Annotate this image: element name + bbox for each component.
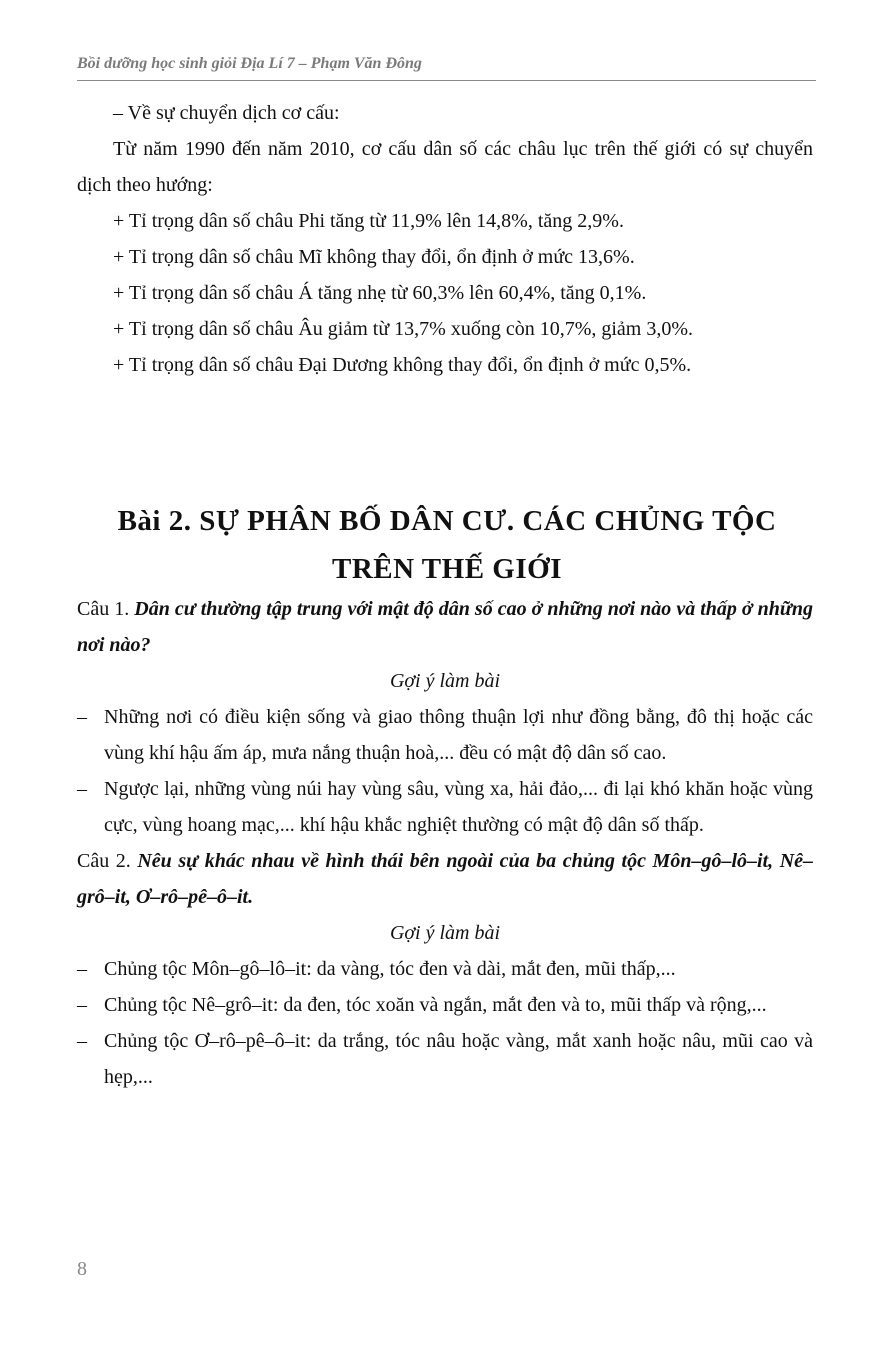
intro-item: + Tỉ trọng dân số châu Phi tăng từ 11,9% lên 14,8%, tăng 2,9%. — [113, 210, 624, 232]
hint-heading: Gợi ý làm bài — [389, 922, 501, 944]
question-2 — [77, 843, 813, 915]
questions-section — [77, 591, 813, 1095]
intro-paragraph: Từ năm 1990 đến năm 2010, cơ cấu dân số các châu lục trên thế giới có sự chuyển dịch theo hướng: — [77, 138, 813, 196]
running-header: Bồi dưỡng học sinh giỏi Địa Lí 7 – Phạm Văn Đông — [77, 55, 422, 72]
page-number: 8 — [77, 1258, 87, 1280]
answer-item: – Chủng tộc Ơ–rô–pê–ô–it: da trắng, tóc nâu hoặc vàng, mắt xanh hoặc nâu, mũi cao và hẹp,... — [77, 1030, 813, 1088]
intro-section — [77, 95, 813, 383]
answer-item: – Những nơi có điều kiện sống và giao thông thuận lợi như đồng bằng, đô thị hoặc các vùng khí hậu ấm áp, mưa nắng thuận hoà,... đều có mật độ dân số cao. — [77, 706, 813, 764]
lesson-title-line: Bài 2. SỰ PHÂN BỐ DÂN CƯ. CÁC CHỦNG TỘC — [117, 505, 777, 537]
lesson-title — [60, 497, 834, 593]
answer-item: – Ngược lại, những vùng núi hay vùng sâu, vùng xa, hải đảo,... đi lại khó khăn hoặc vùng cực, vùng hoang mạc,... khí hậu khắc nghiệt thường có mật độ dân số thấp. — [77, 778, 813, 836]
question-text: Dân cư thường tập trung với mật độ dân số cao ở những nơi nào và thấp ở những nơi nào? — [77, 598, 814, 656]
header-rule — [77, 80, 816, 81]
question-label: Câu 2. — [77, 850, 131, 872]
intro-item: + Tỉ trọng dân số châu Á tăng nhẹ từ 60,3% lên 60,4%, tăng 0,1%. — [113, 282, 647, 304]
intro-item: + Tỉ trọng dân số châu Mĩ không thay đổi, ổn định ở mức 13,6%. — [113, 246, 635, 268]
answer-item: – Chủng tộc Môn–gô–lô–it: da vàng, tóc đen và dài, mắt đen, mũi thấp,... — [77, 958, 676, 980]
question-text: Nêu sự khác nhau về hình thái bên ngoài của ba chủng tộc Môn–gô–lô–it, Nê–grô–it, Ơ–rô–pê–ô–it. — [77, 850, 814, 908]
intro-item: + Tỉ trọng dân số châu Âu giảm từ 13,7% xuống còn 10,7%, giảm 3,0%. — [113, 318, 693, 340]
answer-item: – Chủng tộc Nê–grô–it: da đen, tóc xoăn và ngắn, mắt đen và to, mũi thấp và rộng,... — [77, 994, 767, 1016]
question-label: Câu 1. — [77, 598, 130, 620]
lesson-title-line: TRÊN THẾ GIỚI — [332, 553, 562, 585]
hint-heading: Gợi ý làm bài — [389, 670, 501, 692]
intro-item: + Tỉ trọng dân số châu Đại Dương không thay đổi, ổn định ở mức 0,5%. — [113, 354, 692, 376]
intro-heading: – Về sự chuyển dịch cơ cấu: — [113, 102, 340, 124]
question-1 — [77, 591, 813, 663]
